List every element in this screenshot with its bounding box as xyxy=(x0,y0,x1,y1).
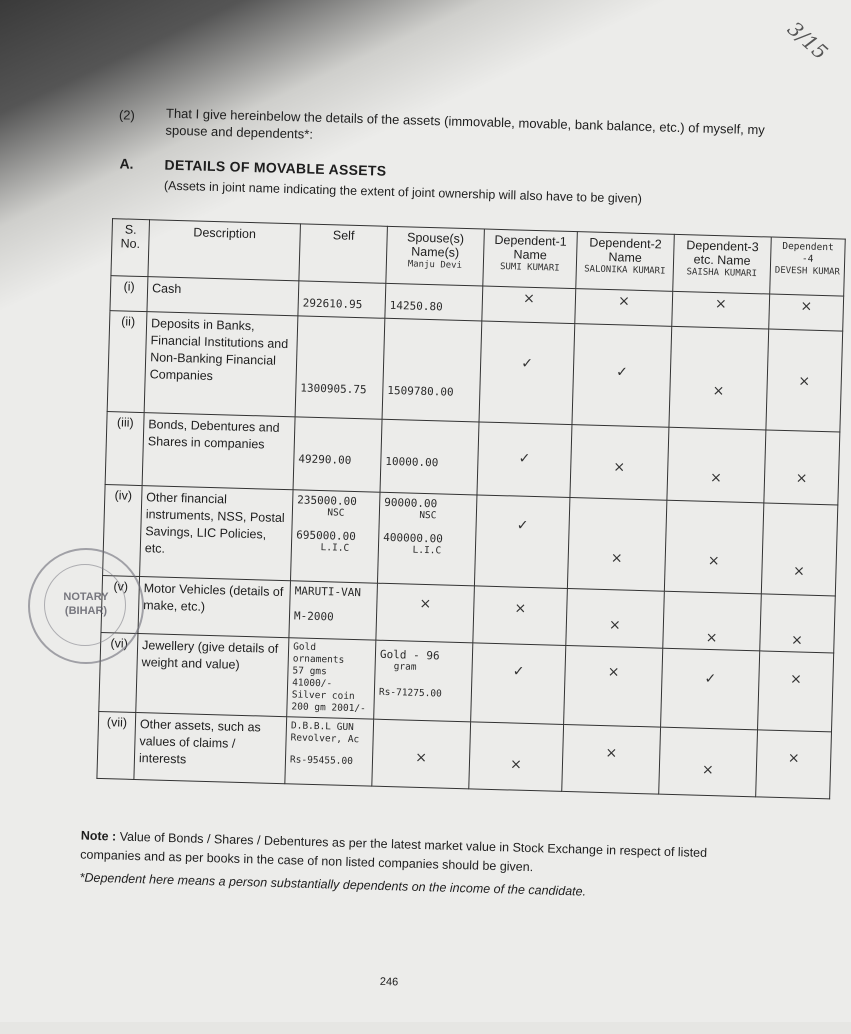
row-spouse xyxy=(382,318,482,422)
spouse-mark: × xyxy=(419,595,432,613)
self-value-c: Rs-95455.00 xyxy=(289,754,354,768)
row-sno: (vii) xyxy=(97,711,136,779)
dep2-name: SALONIKA KUMARI xyxy=(584,264,666,277)
dep3-name: SAISHA KUMARI xyxy=(686,267,758,280)
row-sno: (vi) xyxy=(99,632,138,712)
row-self xyxy=(298,281,386,318)
header-dependent-4 xyxy=(770,237,846,296)
row-spouse xyxy=(374,640,473,722)
row-dep3 xyxy=(661,648,760,730)
spouse-value-b: 400000.00 xyxy=(383,530,444,546)
row-dep2 xyxy=(567,498,667,592)
self-value-e: 200 gm 2001/- xyxy=(291,701,366,715)
row-dep1 xyxy=(482,286,576,324)
row-self xyxy=(293,417,382,492)
header-dep3-label: Dependent-3 etc. Name xyxy=(686,238,759,268)
row-description: Bonds, Debentures and Shares in companies xyxy=(142,413,295,490)
row-dep3 xyxy=(659,727,758,797)
dep1-name: SUMI KUMARI xyxy=(499,261,560,274)
dep2-mark: × xyxy=(605,745,618,762)
stamp-line-2: (BIHAR) xyxy=(64,605,108,617)
dep4-mark: × xyxy=(792,563,806,580)
self-value: 49290.00 xyxy=(298,452,352,467)
row-dep1 xyxy=(477,422,572,498)
self-value-b: 695000.00 xyxy=(296,528,357,544)
row-dep2 xyxy=(562,724,661,794)
header-self: Self xyxy=(299,224,388,283)
row-dep2 xyxy=(572,324,672,428)
row-description: Other financial instruments, NSS, Postal Savings, LIC Policies, etc. xyxy=(140,486,293,581)
header-spouse xyxy=(386,226,485,286)
stamp-line-1: NOTARY xyxy=(63,591,109,603)
header-spouse-label: Spouse(s) Name(s) xyxy=(406,230,465,260)
spouse-note-b: L.I.C xyxy=(412,544,442,557)
row-sno: (iv) xyxy=(103,485,143,577)
note-text: Value of Bonds / Shares / Debentures as per the latest market value in Stock Exchange in respect of listed companies and as per books in the case of non listed companies should be given. xyxy=(80,829,708,875)
self-value-b: Revolver, Ac xyxy=(290,732,360,746)
dep3-mark: × xyxy=(707,552,720,570)
movable-assets-table xyxy=(96,218,845,799)
self-value-a: Gold ornaments xyxy=(292,641,345,666)
notary-stamp-seal xyxy=(28,548,144,664)
self-value: 292610.95 xyxy=(302,296,363,312)
dep2-mark: × xyxy=(613,459,626,476)
row-dep3 xyxy=(667,427,766,503)
dep1-mark: ✓ xyxy=(518,450,531,467)
dep1-mark: ✓ xyxy=(516,517,529,534)
spouse-value-c: Rs-71275.00 xyxy=(378,686,442,700)
header-dependent-1 xyxy=(483,229,578,289)
row-sno: (v) xyxy=(101,576,140,634)
dep4-mark: × xyxy=(790,632,804,649)
self-value-a: 235000.00 xyxy=(297,493,358,509)
spouse-value-a: 90000.00 xyxy=(384,495,438,511)
row-dep4 xyxy=(769,294,844,331)
row-dep2 xyxy=(570,425,669,501)
row-self xyxy=(289,581,378,640)
section-subtitle: (Assets in joint name indicating the extent of joint ownership will also have to be given) xyxy=(163,178,643,206)
clause-number: (2) xyxy=(118,107,136,123)
row-dep4 xyxy=(766,329,843,432)
header-dependent-3 xyxy=(673,234,772,294)
dep1-mark: × xyxy=(522,290,536,307)
row-dep4 xyxy=(760,594,836,653)
dep3-mark: × xyxy=(705,629,718,647)
row-sno: (ii) xyxy=(107,311,147,413)
row-self xyxy=(290,490,380,583)
clause-text: That I give hereinbelow the details of the assets (immovable, movable, bank balance, etc.) of myself, my spouse and dependents*: xyxy=(165,105,766,142)
header-dep2-label: Dependent-2 Name xyxy=(589,235,662,265)
row-spouse xyxy=(372,719,471,789)
spouse-value: 10000.00 xyxy=(385,454,439,470)
note-label: Note : xyxy=(80,828,117,844)
dep3-mark: × xyxy=(709,469,723,487)
self-value: 1300905.75 xyxy=(300,381,367,397)
dep2-mark: ✓ xyxy=(615,364,629,381)
row-dep3 xyxy=(663,591,762,651)
dep4-mark: × xyxy=(787,750,800,767)
row-sno: (i) xyxy=(110,276,148,312)
dep4-mark: × xyxy=(795,470,808,487)
dep1-mark: ✓ xyxy=(512,663,525,680)
dep4-name: DEVESH KUMAR xyxy=(774,265,840,278)
spouse-mark: × xyxy=(415,749,428,767)
row-description: Deposits in Banks, Financial Institutions and Non-Banking Financial Companies xyxy=(144,312,298,417)
self-value-a: D.B.B.L GUN xyxy=(290,720,355,734)
self-value-b: M-2000 xyxy=(293,609,334,624)
row-dep1 xyxy=(479,321,575,425)
dep3-mark: × xyxy=(712,382,725,400)
row-dep3 xyxy=(672,291,770,329)
row-dep4 xyxy=(758,651,834,732)
spouse-value-b: gram xyxy=(393,661,417,673)
row-dep4 xyxy=(756,730,832,799)
spouse-value: 1509780.00 xyxy=(387,383,454,399)
row-spouse xyxy=(376,583,475,643)
spouse-name: Manju Devi xyxy=(407,259,463,271)
self-note-a: NSC xyxy=(327,507,345,519)
dep4-mark: × xyxy=(789,671,803,688)
spouse-note-a: NSC xyxy=(419,509,437,522)
dep4-mark: × xyxy=(798,373,811,390)
row-dep3 xyxy=(664,500,764,594)
header-dependent-2 xyxy=(576,232,675,292)
row-description: Other assets, such as values of claims / interests xyxy=(134,712,287,783)
stamp-text xyxy=(56,590,116,618)
row-dep3 xyxy=(669,326,769,430)
header-dep1-label: Dependent-1 Name xyxy=(494,232,567,263)
self-note-b: L.I.C xyxy=(320,542,350,554)
row-dep4 xyxy=(761,503,838,596)
row-dep4 xyxy=(764,430,840,505)
header-description: Description xyxy=(148,220,301,281)
dep3-mark: × xyxy=(701,761,714,779)
row-spouse xyxy=(377,492,477,586)
header-sno: S. No. xyxy=(111,219,150,277)
row-dep1 xyxy=(473,586,568,646)
row-spouse xyxy=(380,419,479,495)
dependent-definition: *Dependent here means a person substantially dependents on the income of the candidate. xyxy=(79,870,587,899)
row-description: Jewellery (give details of weight and value) xyxy=(136,634,289,717)
dep1-mark: ✓ xyxy=(521,355,534,372)
row-description: Motor Vehicles (details of make, etc.) xyxy=(138,577,291,638)
corner-page-number: 3/15 xyxy=(782,16,833,65)
dep2-mark: × xyxy=(617,293,631,310)
row-self xyxy=(295,316,385,419)
section-title: DETAILS OF MOVABLE ASSETS xyxy=(164,156,387,179)
self-value-b: 57 gms xyxy=(292,665,327,678)
row-dep1 xyxy=(474,495,570,589)
row-self xyxy=(287,638,376,719)
row-description: Cash xyxy=(147,277,299,316)
header-dep4-label: Dependent -4 xyxy=(782,240,834,265)
dep1-mark: × xyxy=(514,600,527,617)
self-value-d: Silver coin xyxy=(291,689,355,703)
self-value-c: 41000/- xyxy=(291,677,333,690)
dep3-mark: ✓ xyxy=(704,670,717,688)
self-value-a: MARUTI-VAN xyxy=(294,584,362,600)
row-dep2 xyxy=(564,645,663,727)
row-dep2 xyxy=(566,588,665,648)
row-dep2 xyxy=(575,289,673,327)
row-self xyxy=(285,717,374,786)
row-dep1 xyxy=(471,643,566,725)
row-spouse xyxy=(385,283,483,321)
dep2-mark: × xyxy=(608,617,621,634)
dep4-mark: × xyxy=(800,298,813,315)
spouse-value-a: Gold - 96 xyxy=(379,647,440,663)
page-number: 246 xyxy=(379,975,399,989)
dep2-mark: × xyxy=(610,550,623,567)
row-dep1 xyxy=(469,722,564,792)
dep1-mark: × xyxy=(509,756,523,773)
section-letter: A. xyxy=(119,155,134,172)
row-sno: (iii) xyxy=(105,412,144,486)
dep2-mark: × xyxy=(607,664,620,681)
dep3-mark: × xyxy=(714,296,727,313)
spouse-value: 14250.80 xyxy=(389,298,443,314)
